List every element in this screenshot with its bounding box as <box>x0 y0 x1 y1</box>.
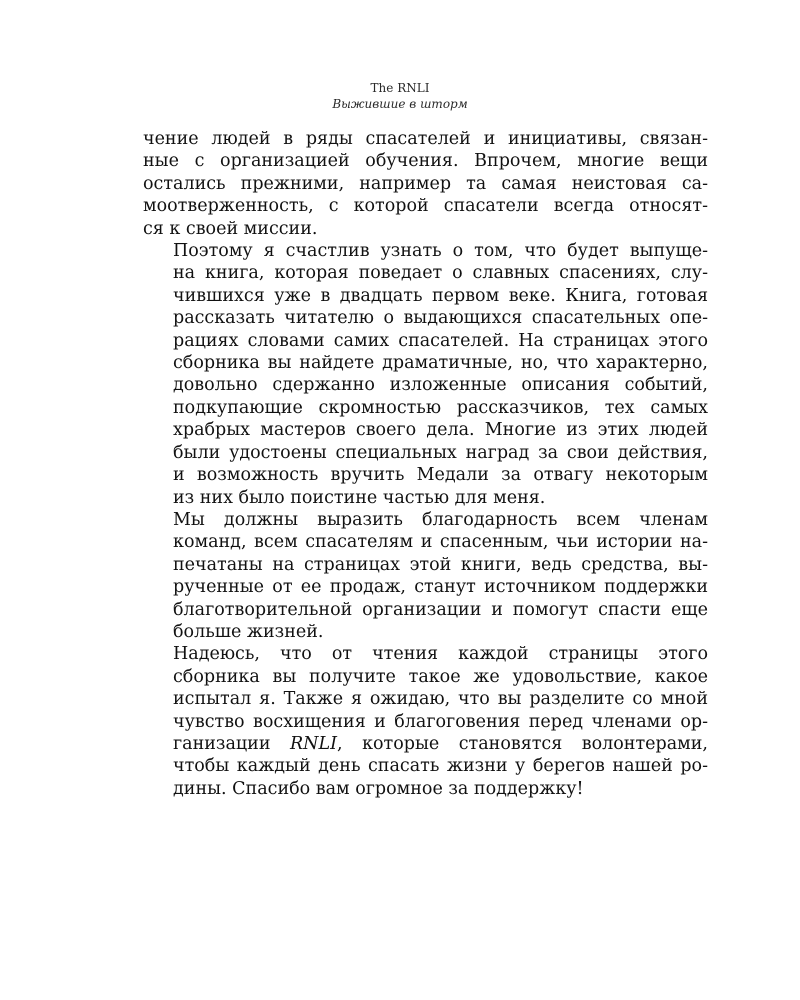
text-line: моотверженность, с которой спасатели всегда относят- <box>143 196 708 217</box>
text-line: Надеюсь, что от чтения каждой страницы этого <box>173 644 708 665</box>
paragraph <box>143 128 708 240</box>
text-line: из них было поистине частью для меня. <box>173 487 546 508</box>
text-line: подкупающие скромностью рассказчиков, тех самых <box>173 397 708 418</box>
text-line: рученные от ее продаж, станут источником поддержки <box>173 577 708 598</box>
text-line: довольно сдержанно изложенные описания событий, <box>173 375 708 396</box>
paragraph <box>143 643 708 800</box>
text-line: дины. Спасибо вам огромное за поддержку! <box>173 778 584 799</box>
text-line: ные с организацией обучения. Впрочем, многие вещи <box>143 151 708 172</box>
text-line: чтобы каждый день спасать жизни у берегов нашей ро- <box>173 756 708 777</box>
text-line: испытал я. Также я ожидаю, что вы разделите со мной <box>173 689 708 710</box>
text-line: рациях словами самих спасателей. На страницах этого <box>173 330 708 351</box>
text-line: были удостоены специальных наград за свои действия, <box>173 442 708 463</box>
text-line: храбрых мастеров своего дела. Многие из этих людей <box>173 420 708 441</box>
text-line: чение людей в ряды спасателей и инициативы, связан- <box>143 129 708 149</box>
paragraph <box>143 240 708 509</box>
text-line: Мы должны выразить благодарность всем членам <box>173 509 708 530</box>
running-head <box>0 80 800 112</box>
text-line: остались прежними, например та самая неистовая са- <box>143 173 708 194</box>
text-line: благотворительной организации и помогут спасти еще <box>173 599 708 620</box>
running-head-title: The RNLI <box>370 81 430 95</box>
text-line: рассказать читателю о выдающихся спасательных опе- <box>173 308 708 329</box>
body-text <box>143 128 708 800</box>
text-line: сборника вы получите такое же удовольствие, какое <box>173 666 708 687</box>
running-head-subtitle: Выжившие в шторм <box>332 97 468 111</box>
text-line: печатаны на страницах этой книги, ведь средства, вы- <box>173 554 708 575</box>
text-line: ганизации RNLI, которые становятся волонтерами, <box>173 733 708 754</box>
text-line: ся к своей миссии. <box>143 218 318 239</box>
text-line: команд, всем спасателям и спасенным, чьи истории на- <box>173 532 708 553</box>
text-line: сборника вы найдете драматичные, но, что характерно, <box>173 353 708 374</box>
text-line: больше жизней. <box>173 621 324 642</box>
text-line: чившихся уже в двадцать первом веке. Книга, готовая <box>173 285 708 306</box>
text-line: и возможность вручить Медали за отвагу некоторым <box>173 465 708 486</box>
text-line: чувство восхищения и благоговения перед членами ор- <box>173 711 708 732</box>
text-line: на книга, которая поведает о славных спасениях, слу- <box>173 263 708 284</box>
text-line: Поэтому я счастлив узнать о том, что будет выпуще- <box>173 241 708 262</box>
paragraph <box>143 509 708 643</box>
